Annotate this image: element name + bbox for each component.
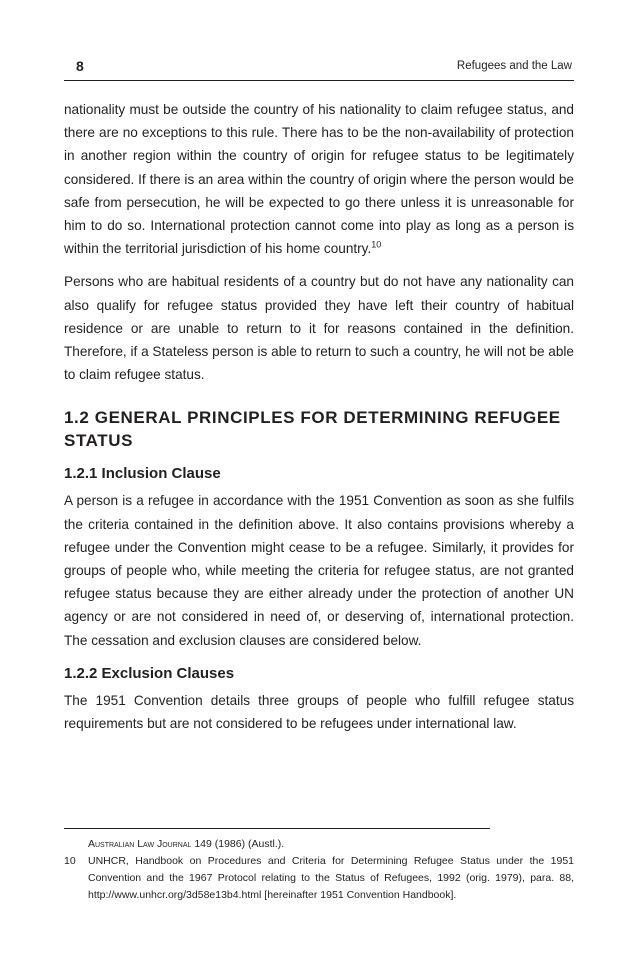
footnote-divider	[64, 828, 490, 829]
paragraph-1	[64, 98, 574, 260]
inclusion-clause-text: A person is a refugee in accordance with the 1951 Convention as soon as she fulfils the criteria contained in the definition above. It also contains provisions whereby a refugee under the Convention might cease to be a refugee. Similarly, it provides for groups of people who, while meeting the criteria for refugee status, are not granted refugee status because they are either already under the protection of another UN agency or are not considered in need of, or deserving of, international protection. The cessation and exclusion clauses are considered below.	[64, 493, 574, 648]
footnote-carryover	[64, 836, 574, 853]
exclusion-clauses-text: The 1951 Convention details three groups of people who fulfill refugee status requirements but are not considered to be refugees under international law.	[64, 692, 574, 732]
body-text	[64, 98, 574, 745]
running-title: Refugees and the Law	[456, 60, 572, 72]
journal-name: Australian Law Journal	[88, 838, 192, 850]
page-number: 8	[76, 58, 84, 74]
subsection-heading-inclusion: 1.2.1 Inclusion Clause	[64, 465, 221, 483]
subsection-heading-exclusion: 1.2.2 Exclusion Clauses	[64, 664, 235, 682]
footnote-10-number: 10	[64, 855, 76, 867]
section-heading: 1.2 GENERAL PRINCIPLES FOR DETERMINING REFUGEE STATUS	[64, 408, 561, 451]
paragraph-1-text: nationality must be outside the country of his nationality to claim refugee status, and there are no exceptions to this rule. There has to be the non-availability of protection in another region within the country of origin for refugee status to be legitimately considered. If there is an area within the country of origin where the person would be safe from persecution, he will be expected to go there unless it is unreasonable for him to do so. International protection cannot come into play as long as a person is within the territorial jurisdiction of his home country.	[64, 102, 574, 257]
footnote-10-text: UNHCR, Handbook on Procedures and Criteria for Determining Refugee Status under the 1951 Convention and the 1967 Protocol relating to the Status of Refugees, 1992 (orig. 1979), para. 88, http://www.unhcr.org/3d58e13b4.html [hereinafter 1951 Convention Handbook].	[88, 855, 574, 901]
journal-citation: 149 (1986) (Austl.).	[191, 838, 285, 850]
footnote-ref-10[interactable]: 10	[371, 239, 382, 250]
page-header	[64, 58, 574, 81]
footnotes	[64, 836, 574, 904]
footnote-10	[64, 853, 574, 904]
paragraph-2: Persons who are habitual residents of a country but do not have any nationality can also qualify for refugee status provided they have left their country of habitual residence or are unable to return to it for reasons contained in the definition. Therefore, if a Stateless person is able to return to such a country, he will not be able to claim refugee status.	[64, 274, 574, 383]
